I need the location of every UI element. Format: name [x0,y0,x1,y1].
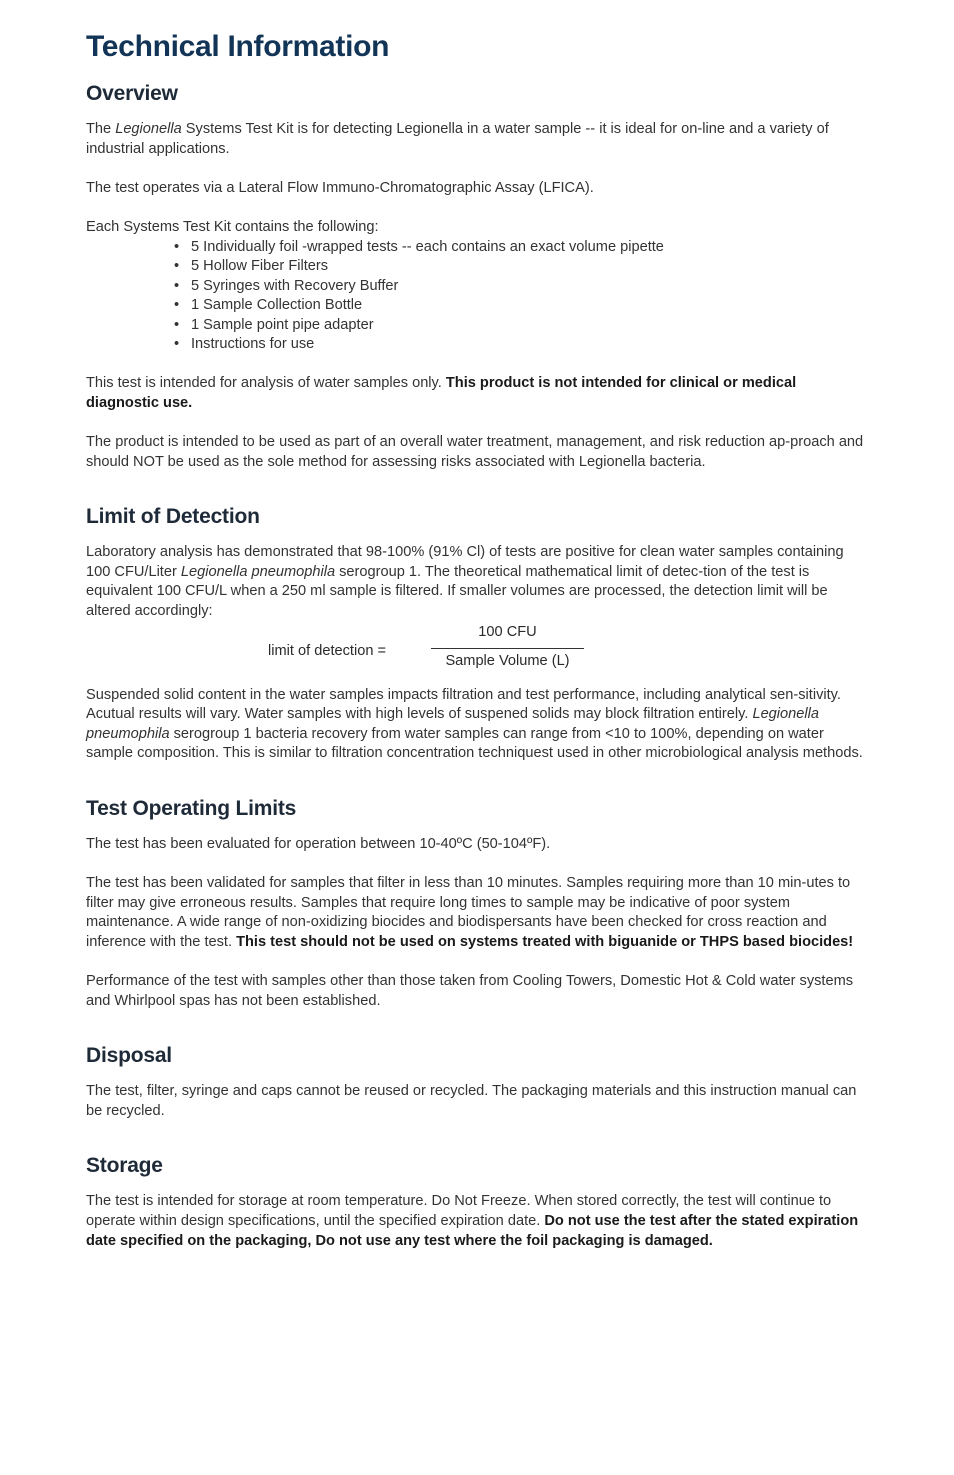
overview-intro: The Legionella Systems Test Kit is for detecting Legionella in a water sample -- it is ideal for on-line and a variety of industrial applications. [86,121,829,157]
list-item: • 5 Individually foil -wrapped tests -- each contains an exact volume pipette [174,238,871,258]
lod-paragraph: Laboratory analysis has demonstrated that 98-100% (91% Cl) of tests are positive for clean water samples containing 100 CFU/Liter Legionella pneumophila serogroup 1. The theoretical mathematical limit of detec-tion of the test is equivalent 100 CFU/L when a 250 ml sample is filtered. If smaller volumes are processed, the detection limit will be altered accordingly: [86,544,844,619]
suspended-solids-paragraph: Suspended solid content in the water samples impacts filtration and test performance, including analytical sen-sitivity. Acutual results will vary. Water samples with high levels of suspened solids may block filtration entirely. Legionella pneumophila serogroup 1 bacteria recovery from water samples can range from <10 to 100%, depending on water sample composition. This is similar to filtration concentration techniquest used in other microbiological analysis methods. [86,686,863,762]
page-title: Technical Information [86,30,390,63]
performance-note: Performance of the test with samples other than those taken from Cooling Towers, Domestic Hot & Cold water systems and Whirlpool spas has not been established. [86,973,854,1009]
limits-heading: Test Operating Limits [86,796,297,820]
expiration-warning: Do not use the test after the stated expiration date specified on the packaging, Do not use any test where the foil packaging is damaged. [86,1213,859,1249]
overview-method: The test operates via a Lateral Flow Immuno-Chromatographic Assay (LFICA). [86,179,594,196]
disposal-paragraph: The test, filter, syringe and caps cannot be reused or recycled. The packaging materials and this instruction manual can be recycled. [86,1083,857,1119]
bullet-icon: • [174,297,180,314]
list-item: • 1 Sample Collection Bottle [174,296,871,316]
intended-use-note: This test is intended for analysis of water samples only. This product is not intended for clinical or medical diagnostic use. [86,375,797,411]
list-item: • Instructions for use [174,335,871,355]
fraction-bar [431,648,584,649]
formula-numerator: 100 CFU [478,623,537,640]
formula-lhs: limit of detection = [268,642,387,659]
bullet-icon: • [174,336,180,353]
formula-denominator: Sample Volume (L) [445,652,570,669]
bullet-icon: • [174,316,180,333]
storage-paragraph: The test is intended for storage at room temperature. Do Not Freeze. When stored correctly, the test will continue to operate within design specifications, until the specified expiration date. Do not use the test after the stated expiration date specified on the packaging, Do not use any test where the foil packaging is damaged. [86,1193,859,1249]
kit-contents-intro: Each Systems Test Kit contains the following: [86,218,379,235]
list-item: • 5 Hollow Fiber Filters [174,257,871,277]
lod-heading: Limit of Detection [86,505,260,529]
disposal-heading: Disposal [86,1044,172,1068]
overall-program-note: The product is intended to be used as part of an overall water treatment, management, and risk reduction ap-proach and should NOT be used as the sole method for assessing risks associated with Legionella bacteria. [86,433,864,470]
validation-paragraph: The test has been validated for samples that filter in less than 10 minutes. Samples requiring more than 10 min-utes to filter may give erroneous results. Samples that require long times to sample may be indicative of poor system maintenance. A wide range of non-oxidizing biocides and biodispersants have been checked for cross reaction and inference with the test. This test should not be used on systems treated with biguanide or THPS based biocides! [86,875,854,950]
species-name: Legionella pneumophila [180,563,336,580]
species-name: Legionella pneumophila [86,706,819,742]
list-item: • 5 Syringes with Recovery Buffer [174,277,871,297]
document-page [86,28,871,1251]
lod-formula [86,622,871,678]
biocide-warning: This test should not be used on systems treated with biguanide or THPS based biocides! [236,933,854,950]
list-item: • 1 Sample point pipe adapter [174,316,871,336]
temperature-range: The test has been evaluated for operation between 10-40ºC (50-104ºF). [86,835,551,852]
not-clinical-warning: This product is not intended for clinical or medical diagnostic use. [86,375,797,411]
overview-heading: Overview [86,82,178,105]
bullet-icon: • [174,258,180,275]
bullet-icon: • [174,277,180,294]
genus-name: Legionella [115,121,182,137]
storage-heading: Storage [86,1154,163,1178]
bullet-icon: • [174,238,180,255]
kit-contents-list [86,238,871,355]
